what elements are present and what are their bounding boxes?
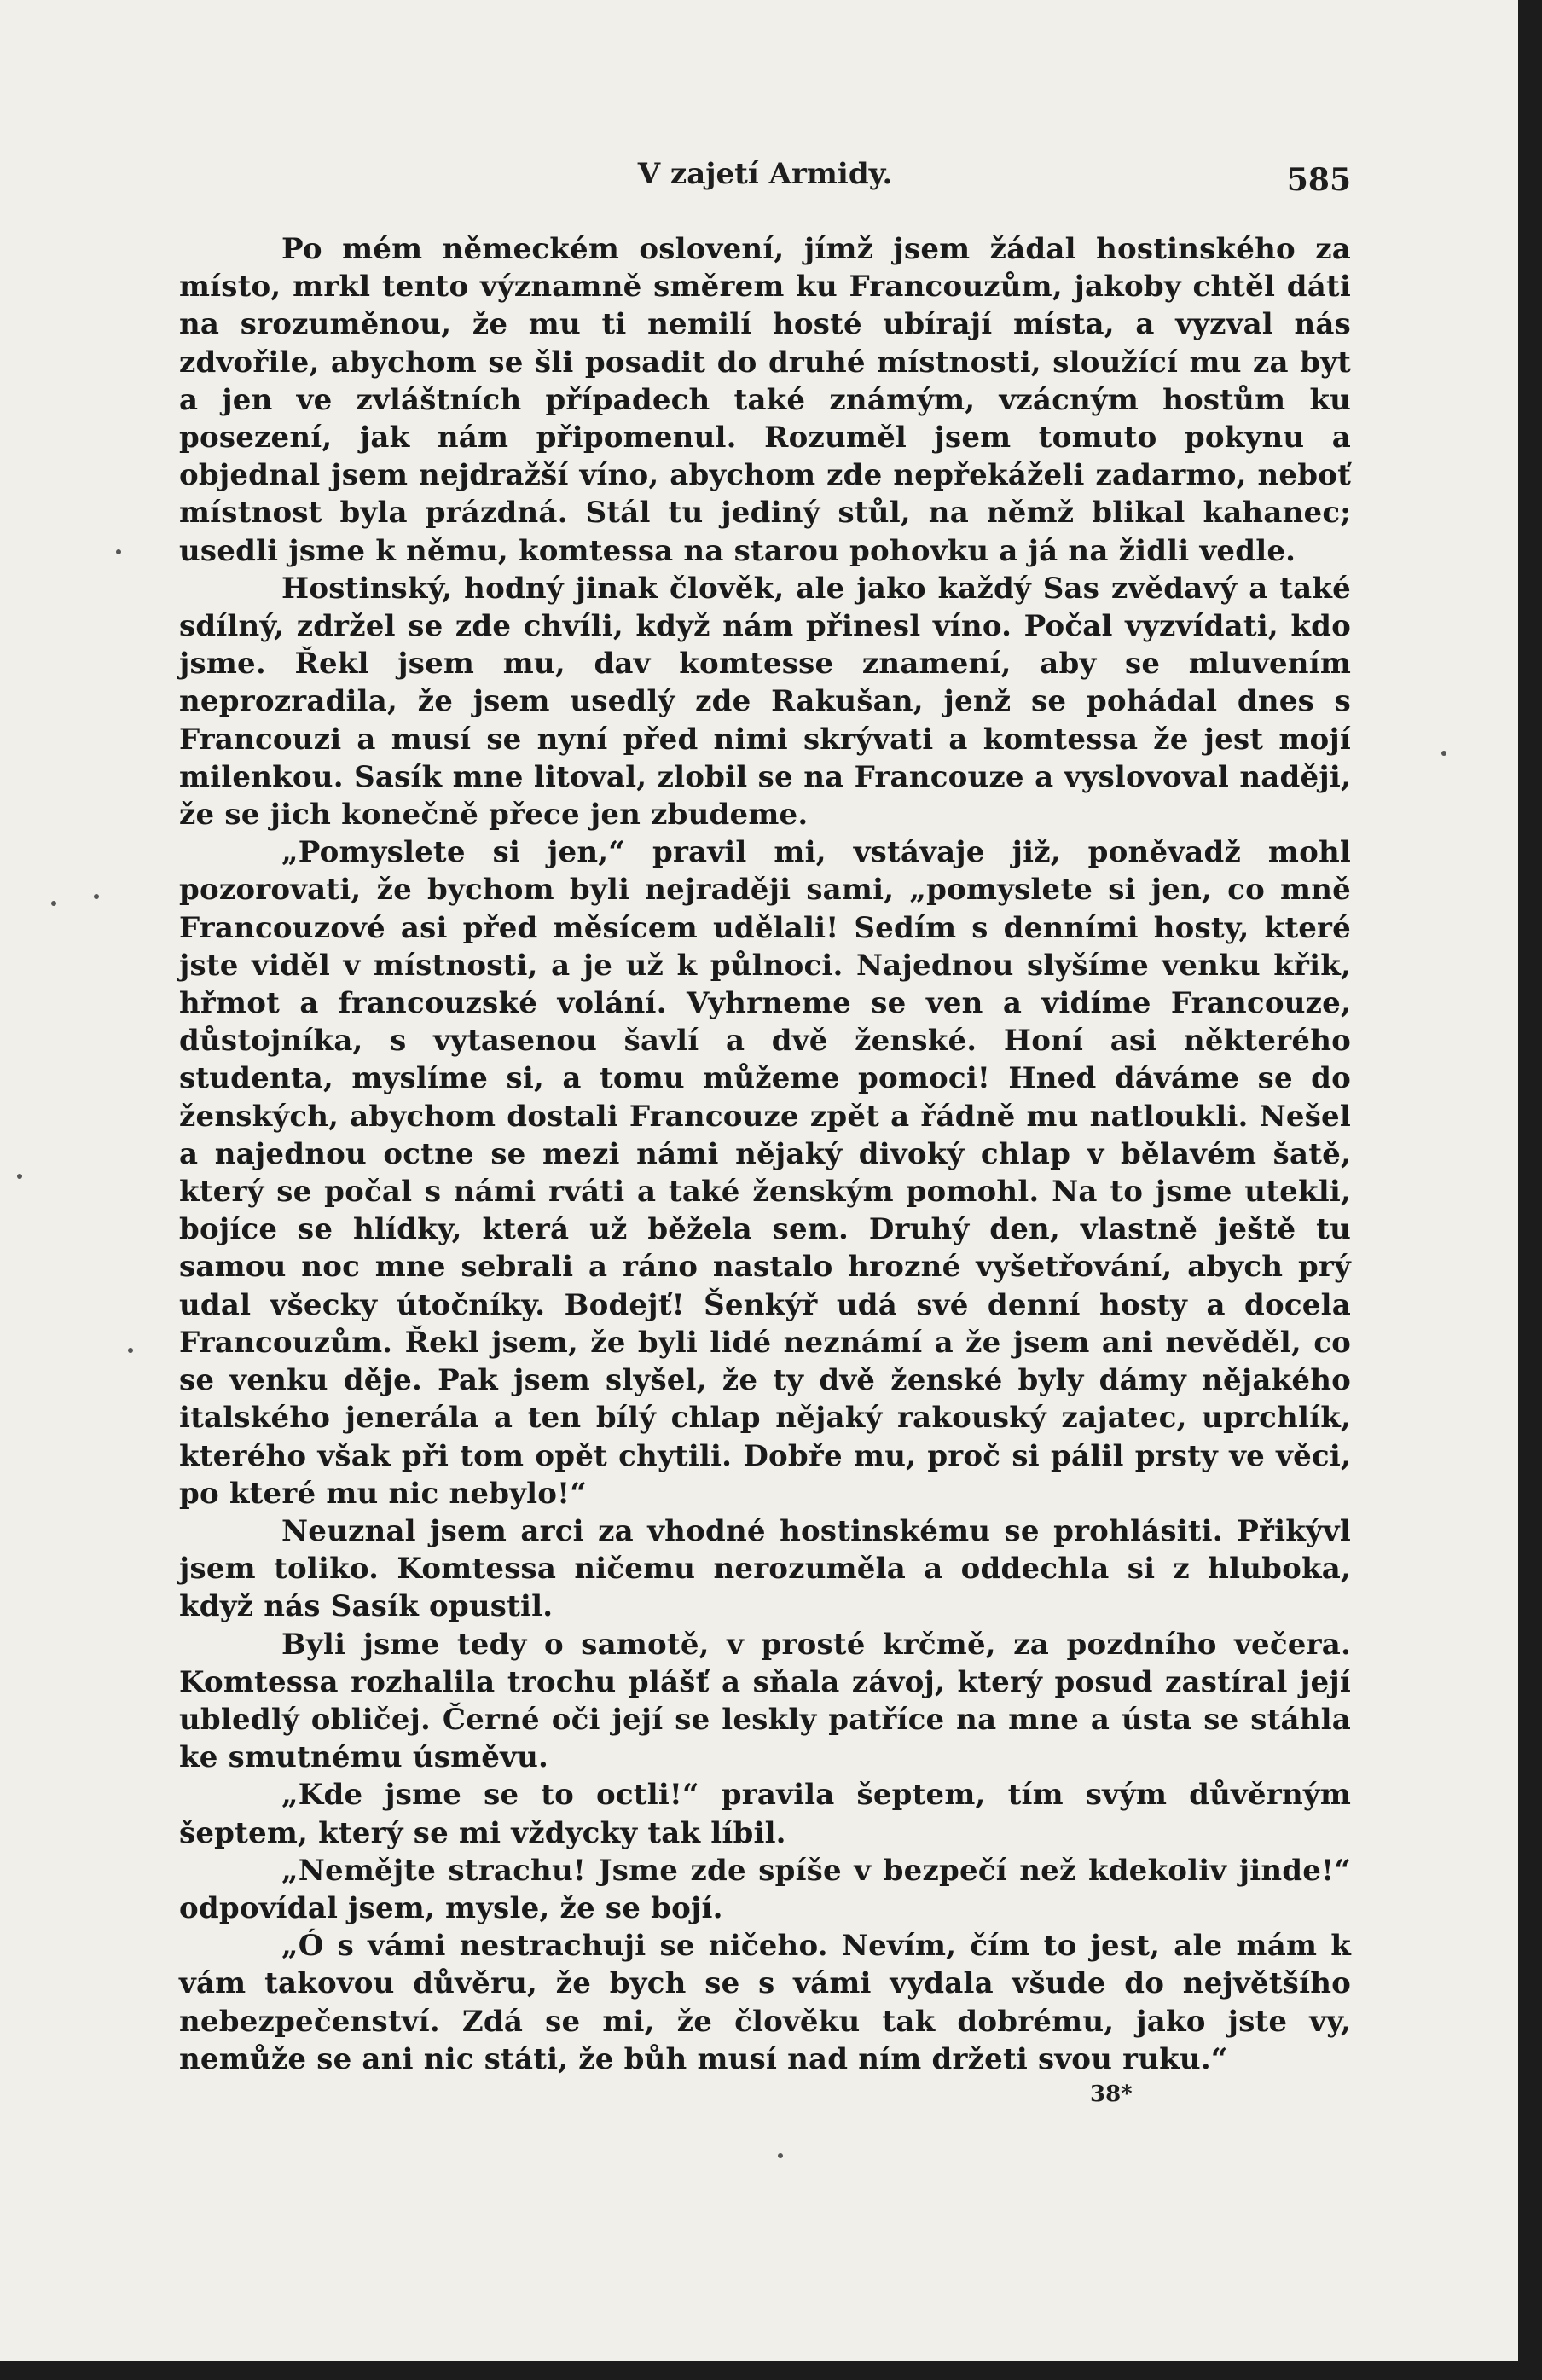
paragraph: Neuznal jsem arci za vhodné hostinskému se prohlásiti. Přikývl jsem toliko. Komtessa ničemu nerozuměla a oddechla si z hluboka, když nás Sasík opustil. [179, 1513, 1351, 1624]
scan-speck [17, 1174, 22, 1179]
scan-speck [51, 901, 56, 906]
paragraph: Hostinský, hodný jinak člověk, ale jako každý Sas zvědavý a také sdílný, zdržel se zde chvíli, když nám přinesl víno. Počal vyzvídati, kdo jsme. Řekl jsem mu, dav komtesse znamení, aby se mluvením neprozradila, že jsem usedlý zde Rakušan, jenž se pohádal dnes s Francouzi a musí se nyní před nimi skrývati a komtessa že jest mojí milenkou. Sasík mne litoval, zlobil se na Francouze a vyslovoval naději, že se jich konečně přece jen zbudeme. [179, 571, 1351, 833]
page-number: 585 [1286, 162, 1351, 198]
scan-speck [94, 894, 99, 899]
body-text [179, 230, 1351, 2078]
paragraph: Byli jsme tedy o samotě, v prosté krčmě, za pozdního večera. Komtessa rozhalila trochu plášť a sňala závoj, který posud zastíral její ubledlý obličej. Černé oči její se leskly patříce na mne a ústa se stáhla ke smutnému úsměvu. [179, 1627, 1351, 1775]
scan-speck [778, 2153, 783, 2158]
paragraph: „Nemějte strachu! Jsme zde spíše v bezpečí než kdekoliv jinde!“ odpovídal jsem, mysle, že se bojí. [179, 1853, 1351, 1925]
page-header [179, 150, 1351, 201]
paragraph: „Pomyslete si jen,“ pravil mi, vstávaje již, poněvadž mohl pozorovati, že bychom byli nejraději sami, „pomyslete si jen, co mně Francouzové asi před měsícem udělali! Sedím s denními hosty, které jste viděl v místnosti, a je už k půlnoci. Najednou slyšíme venku křik, hřmot a francouzské volání. Vyhrneme se ven a vidíme Francouze, důstojníka, s vytasenou šavlí a dvě ženské. Honí asi některého studenta, myslíme si, a tomu můžeme pomoci! Hned dáváme se do ženských, abychom dostali Francouze zpět a řádně mu natloukli. Nešel a najednou octne se mezi námi nějaký divoký chlap v bělavém šatě, který se počal s námi rváti a také ženským pomohl. Na to jsme utekli, bojíce se hlídky, která už běžela sem. Druhý den, vlastně ještě tu samou noc mne sebrali a ráno nastalo hrozné vyšetřování, abych prý udal všecky útočníky. Bodejť! Šenkýř udá své denní hosty a docela Francouzům. Řekl jsem, že byli lidé neznámí a že jsem ani nevěděl, co se venku děje. Pak jsem slyšel, že ty dvě ženské byly dámy nějakého italského jenerála a ten bílý chlap nějaký rakouský zajatec, uprchlík, kterého však při tom opět chytili. Dobře mu, proč si pálil prsty ve věci, po které mu nic nebylo!“ [179, 835, 1351, 1511]
running-title: V zajetí Armidy. [637, 157, 893, 191]
paragraph: „Kde jsme se to octli!“ pravila šeptem, tím svým důvěrným šeptem, který se mi vždycky tak líbil. [179, 1778, 1351, 1850]
signature-mark: 38* [1090, 2081, 1133, 2107]
paragraph: Po mém německém oslovení, jímž jsem žádal hostinského za místo, mrkl tento významně směrem ku Francouzům, jakoby chtěl dáti na srozuměnou, že mu ti nemilí hosté ubírají místa, a vyzval nás zdvořile, abychom se šli posadit do druhé místnosti, sloužící mu za byt a jen ve zvláštních případech také známým, vzácným hostům ku posezení, jak nám připomenul. Rozuměl jsem tomuto pokynu a objednal jsem nejdražší víno, abychom zde nepřekáželi zadarmo, neboť místnost byla prázdná. Stál tu jediný stůl, na němž blikal kahanec; usedli jsme k němu, komtessa na starou pohovku a já na židli vedle. [179, 232, 1351, 568]
scan-speck [116, 549, 121, 554]
paragraph: „Ó s vámi nestrachuji se ničeho. Nevím, čím to jest, ale mám k vám takovou důvěru, že bych se s vámi vydala všude do největšího nebezpečenství. Zdá se mi, že člověku tak dobrému, jako jste vy, nemůže se ani nic státi, že bůh musí nad ním držeti svou ruku.“ [179, 1929, 1351, 2076]
scan-speck [1441, 751, 1446, 756]
scan-speck [128, 1348, 133, 1353]
